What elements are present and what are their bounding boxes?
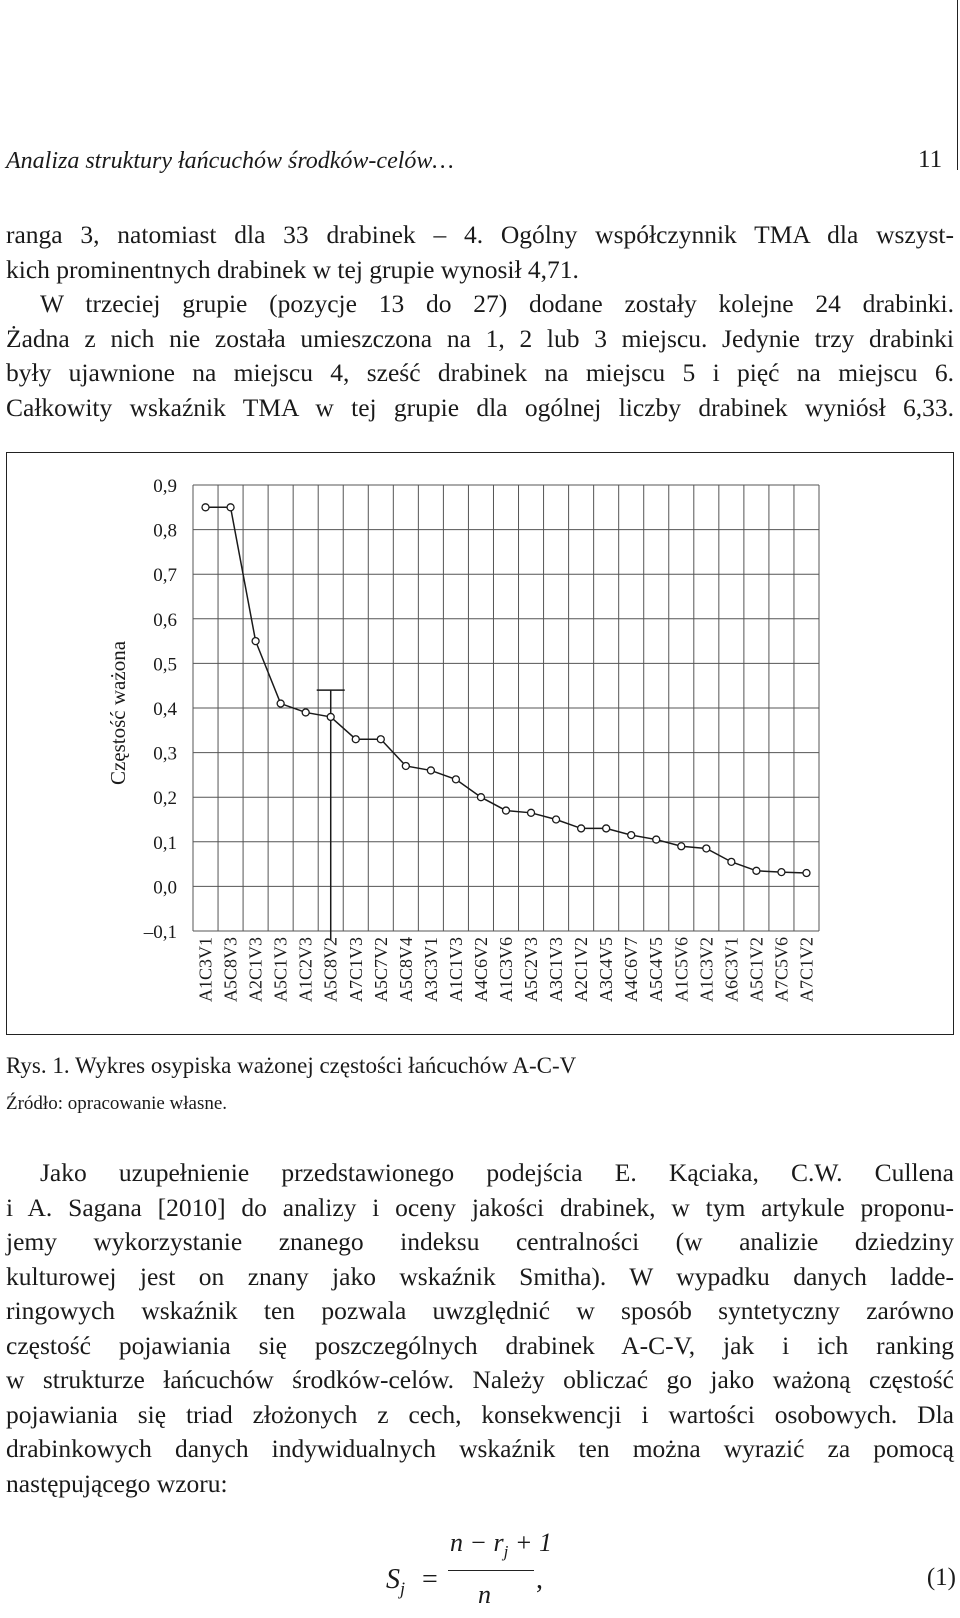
formula-num-subscript: j (503, 1542, 509, 1562)
x-tick-label: A2C1V2 (571, 937, 592, 1003)
y-tick-label: –0,1 (143, 922, 177, 943)
figure-source: Źródło: opracowanie własne. (6, 1093, 228, 1114)
formula-lhs-symbol: S (386, 1564, 400, 1595)
y-tick-label: 0,3 (153, 743, 177, 765)
data-point (578, 825, 585, 832)
data-point (703, 845, 710, 852)
figure-caption: Rys. 1. Wykres osypiska ważonej częstości łańcuchów A-C-V (6, 1053, 577, 1078)
data-point (753, 867, 760, 874)
formula-lhs (386, 1564, 405, 1600)
smith-index-formula (386, 1528, 956, 1618)
data-point (477, 794, 484, 801)
x-tick-label: A5C8V4 (395, 937, 416, 1003)
series-line (206, 507, 807, 873)
data-point (653, 836, 660, 843)
x-tick-label: A7C1V2 (796, 937, 817, 1003)
data-point (377, 736, 384, 743)
page-number: 11 (918, 146, 943, 173)
data-point (402, 762, 409, 769)
x-tick-label: A5C7V2 (370, 937, 391, 1003)
x-tick-label: A3C1V3 (546, 937, 567, 1003)
text-line: ranga 3, natomiast dla 33 drabinek – 4. Ogólny współczynnik TMA dla wszyst- (6, 220, 954, 249)
text-line: jemy wykorzystanie znanego indeksu centralności (w analizie dziedziny (6, 1227, 954, 1256)
formula-lhs-subscript: j (400, 1578, 406, 1599)
x-tick-label: A5C8V2 (320, 937, 341, 1003)
paragraph-2 (6, 1156, 954, 1501)
y-axis-label: Częstość ważona (106, 640, 130, 786)
x-tick-label: A5C1V2 (746, 937, 767, 1003)
x-tick-label: A3C4V5 (596, 937, 617, 1003)
text-line: ringowych wskaźnik ten pozwala uwzględnić w sposób syntetyczny zarówno (6, 1296, 954, 1325)
x-tick-label: A7C5V6 (771, 937, 792, 1003)
text-line: częstość pojawiania się poszczególnych drabinek A-C-V, jak i ich ranking (6, 1330, 954, 1360)
data-point (603, 825, 610, 832)
x-tick-label: A3C3V1 (420, 937, 441, 1003)
y-tick-label: 0,5 (153, 654, 177, 676)
text-line: W trzeciej grupie (pozycje 13 do 27) dodane zostały kolejne 24 drabinki. (40, 289, 954, 318)
data-point (227, 504, 234, 511)
data-point (778, 869, 785, 876)
text-line: drabinkowych danych indywidualnych wskaźnik ten można wyrazić za pomocą (6, 1434, 954, 1463)
formula-equals: = (422, 1564, 438, 1595)
scree-plot-chart (7, 453, 953, 1034)
y-tick-label: 0,2 (153, 788, 177, 810)
data-point (553, 816, 560, 823)
formula-numerator (450, 1528, 552, 1562)
y-tick-label: 0,1 (153, 832, 177, 854)
fraction-bar (448, 1570, 534, 1571)
y-tick-label: 0,4 (153, 699, 177, 720)
paragraph-1 (6, 218, 954, 425)
data-point (277, 700, 284, 707)
data-point (803, 870, 810, 877)
x-tick-label: A5C8V3 (220, 937, 241, 1003)
y-tick-label: 0,7 (153, 565, 177, 587)
data-point (678, 843, 685, 850)
text-line: następującego wzoru: (6, 1468, 228, 1498)
x-tick-label: A1C3V6 (496, 937, 516, 1003)
x-tick-label: A1C3V2 (696, 937, 717, 1003)
data-point (528, 809, 535, 816)
text-line: kulturowej jest on znany jako wskaźnik Smitha). W wypadku danych ladde- (6, 1261, 954, 1291)
formula-num-b: + 1 (508, 1528, 552, 1557)
data-point (202, 504, 209, 511)
data-point (327, 713, 334, 720)
text-line: kich prominentnych drabinek w tej grupie wynosił 4,71. (6, 254, 579, 284)
running-header-title: Analiza struktury łańcuchów środków-celów… (6, 148, 454, 174)
x-tick-label: A1C3V1 (195, 937, 216, 1003)
x-tick-label: A1C5V6 (671, 937, 692, 1003)
x-tick-label: A1C2V3 (295, 937, 316, 1003)
text-line: w strukturze łańcuchów środków-celów. Należy obliczać go jako ważoną częstość (6, 1365, 954, 1394)
y-tick-label: 0,0 (153, 877, 177, 899)
formula-num-a: n − r (450, 1528, 504, 1557)
x-tick-label: A4C6V7 (621, 937, 642, 1003)
data-point (302, 709, 309, 716)
x-tick-label: A5C2V3 (521, 937, 542, 1003)
text-line: Jako uzupełnienie przedstawionego podejścia E. Kąciaka, C.W. Cullena (40, 1158, 954, 1187)
formula-denominator: n (478, 1580, 491, 1609)
data-point (728, 858, 735, 865)
data-point (252, 638, 259, 645)
data-point (628, 832, 635, 839)
data-point (427, 767, 434, 774)
y-tick-label: 0,6 (153, 609, 177, 631)
text-line: Żadna z nich nie została umieszczona na 1, 2 lub 3 miejscu. Jedynie trzy drabinki (6, 323, 954, 353)
x-tick-label: A7C1V3 (345, 937, 366, 1003)
equation-number: (1) (926, 1564, 956, 1591)
text-line: pojawiania się triad złożonych z cech, konsekwencji i wartości osobowych. Dla (6, 1399, 954, 1429)
text-line: były ujawnione na miejscu 4, sześć drabinek na miejscu 5 i pięć na miejscu 6. (6, 358, 954, 387)
x-tick-label: A6C3V1 (721, 937, 742, 1003)
y-tick-label: 0,9 (153, 476, 177, 497)
scree-plot-figure (6, 452, 954, 1035)
y-tick-label: 0,8 (153, 520, 177, 542)
text-line: Całkowity wskaźnik TMA w tej grupie dla ogólnej liczby drabinek wyniósł 6,33. (6, 392, 954, 422)
x-tick-label: A5C4V5 (646, 937, 667, 1003)
text-line: i A. Sagana [2010] do analizy i oceny jakości drabinek, w tym artykule proponu- (6, 1192, 954, 1222)
data-point (452, 776, 459, 783)
x-tick-label: A5C1V3 (270, 937, 291, 1003)
x-tick-label: A2C1V3 (245, 937, 266, 1003)
formula-comma: , (536, 1564, 543, 1595)
x-tick-label: A4C6V2 (470, 937, 491, 1003)
x-tick-label: A1C1V3 (445, 937, 466, 1003)
data-point (503, 807, 510, 814)
page-edge-line (957, 0, 958, 170)
data-point (352, 736, 359, 743)
